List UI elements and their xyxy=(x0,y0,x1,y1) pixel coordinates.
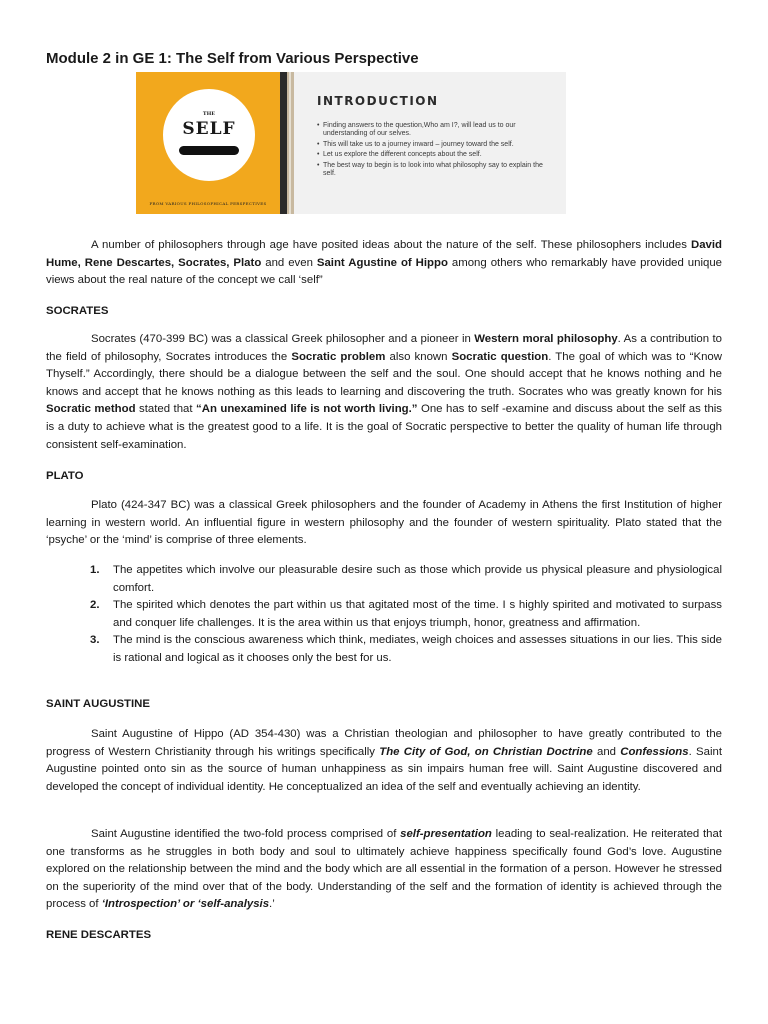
slide-heading: INTRODUCTION xyxy=(317,94,439,108)
section-heading-plato: PLATO xyxy=(46,470,84,482)
intro-text: among others who remarkably have provided unique views about the real nature of the concept we call ‘self” xyxy=(46,256,722,287)
socrates-text: stated that xyxy=(135,403,197,416)
book-cover-panel xyxy=(136,72,280,214)
augustine-paragraph-2 xyxy=(46,826,722,914)
plato-elements-list xyxy=(46,562,722,668)
list-item xyxy=(46,562,722,597)
socrates-paragraph xyxy=(46,331,722,454)
augustine-text: Saint Augustine of Hippo (AD 354-430) was a Christian theologian and philosopher to have greatly contributed to the progress of Western Christianity through his writings specifically xyxy=(46,728,722,758)
slide-rail-stripe xyxy=(289,72,291,214)
book-cover-self: SELF xyxy=(182,119,236,139)
augustine-emphasis: ‘Introspection’ or ‘self-analysis xyxy=(101,898,270,911)
slide-bullet: • This will take us to a journey inward – journey toward the self. xyxy=(317,141,547,149)
section-heading-socrates: SOCRATES xyxy=(46,305,109,317)
list-item-text: The spirited which denotes the part within us that agitated most of the time. I s highly spirited and motivated to surpass and conquer life challenges. It is the area within us that enjoys triumph, honor, greatness and affirmation. xyxy=(113,599,722,629)
list-number: 1. xyxy=(90,564,100,576)
socrates-text: . The goal of which was to “Know Thyself.” Accordingly, there should be a dialogue between the self and the soul. One should accept that he knows nothing and he knows and accept that he knows nothing as this leads to learning and discovering the truth. Socrates who was greatly known for his xyxy=(46,350,722,398)
list-item-text: The mind is the conscious awareness which think, mediates, weigh choices and assesses situations in our lies. This side is rational and logical as it chooses only the best for us. xyxy=(113,634,722,664)
slide-bullet: • Finding answers to the question,Who am I?, will lead us to our understanding of our selves. xyxy=(317,122,547,139)
document-title: Module 2 in GE 1: The Self from Various Perspective xyxy=(46,50,419,67)
augustine-book-title: Confessions xyxy=(620,745,689,758)
banner-divider xyxy=(280,72,287,214)
socrates-text: . As a contribution to the field of philosophy, Socrates introduces the xyxy=(46,333,722,363)
intro-paragraph xyxy=(46,237,722,290)
socrates-bold: Socratic question xyxy=(451,350,549,363)
list-number: 3. xyxy=(90,634,100,647)
slide-bullet: • Let us explore the different concepts about the self. xyxy=(317,151,547,159)
socrates-text: Socrates (470-399 BC) was a classical Greek philosopher and a pioneer in xyxy=(91,333,475,345)
plato-paragraph: Plato (424-347 BC) was a classical Greek philosophers and the founder of Academy in Athens the first Institution of higher learning in western world. An influential figure in western philosophy and the founder of western spirituality. Plato stated that the ‘psyche’ or the ‘mind’ is comprise of three elements. xyxy=(46,499,722,547)
socrates-bold: Socratic method xyxy=(46,403,136,416)
section-heading-rene-descartes: RENE DESCARTES xyxy=(46,929,152,941)
intro-bold-augustine: Saint Agustine of Hippo xyxy=(316,256,448,269)
book-cover-the: THE xyxy=(202,111,216,117)
augustine-text: leading to seal-realization. He reiterated that one transforms as he struggles in both body and soul to ultimately achieve happiness specifically found God’s love. Augustine explored on the relationship between the mind and the body which are all essential in the formation of a person. However he stressed on the superiority of the mind over that of the body. Understanding of the self and the formation of identity is achieved through the process of xyxy=(46,828,722,911)
slide-rail xyxy=(287,72,294,214)
augustine-emphasis: self-presentation xyxy=(400,828,492,840)
augustine-paragraph-1 xyxy=(46,726,722,796)
introduction-banner-image xyxy=(136,72,566,214)
list-item-text: The appetites which involve our pleasurable desire such as those which provide us physical pleasure and physiological comfort. xyxy=(113,564,722,594)
list-item xyxy=(46,597,722,632)
book-cover-subtitle: FROM VARIOUS PHILOSOPHICAL PERSPECTIVES xyxy=(149,201,267,206)
augustine-text: Saint Augustine identified the two-fold process comprised of xyxy=(91,828,401,840)
augustine-text: .’ xyxy=(269,898,275,911)
augustine-book-title: The City of God, on Christian Doctrine xyxy=(379,745,593,758)
intro-bold-names: David Hume, Rene Descartes, Socrates, Plato xyxy=(46,239,722,269)
socrates-quote: “An unexamined life is not worth living.” xyxy=(196,403,418,416)
introduction-slide xyxy=(287,72,566,214)
intro-text: A number of philosophers through age have posited ideas about the nature of the self. These philosophers includes xyxy=(91,239,691,251)
augustine-text: and xyxy=(592,745,621,758)
section-heading-saint-augustine: SAINT AUGUSTINE xyxy=(46,698,150,710)
list-item xyxy=(46,632,722,667)
intro-text: and even xyxy=(261,256,317,269)
slide-bullet-list xyxy=(317,122,547,180)
slide-bullet: • The best way to begin is to look into what philosophy say to explain the self. xyxy=(317,162,547,179)
socrates-text: One has to self -examine and discuss about the self as this is a duty to achieve what is the greatest good to a life. It is the goal of Socratic perspective to better the quality of human life through consistent self-examination. xyxy=(46,403,722,451)
book-cover-circle xyxy=(163,89,255,181)
socrates-bold: Western moral philosophy xyxy=(474,333,618,345)
augustine-text: . Saint Augustine pointed onto sin as the source of human unhappiness as sin impairs human free will. Saint Augustine discovered and developed the concept of individual identity. He conceptualized an idea of the self and eventually achieving an identity. xyxy=(46,745,722,793)
book-cover-bar xyxy=(179,146,239,155)
socrates-bold: Socratic problem xyxy=(291,350,386,363)
list-number: 2. xyxy=(90,599,100,612)
socrates-text: also known xyxy=(385,350,452,363)
